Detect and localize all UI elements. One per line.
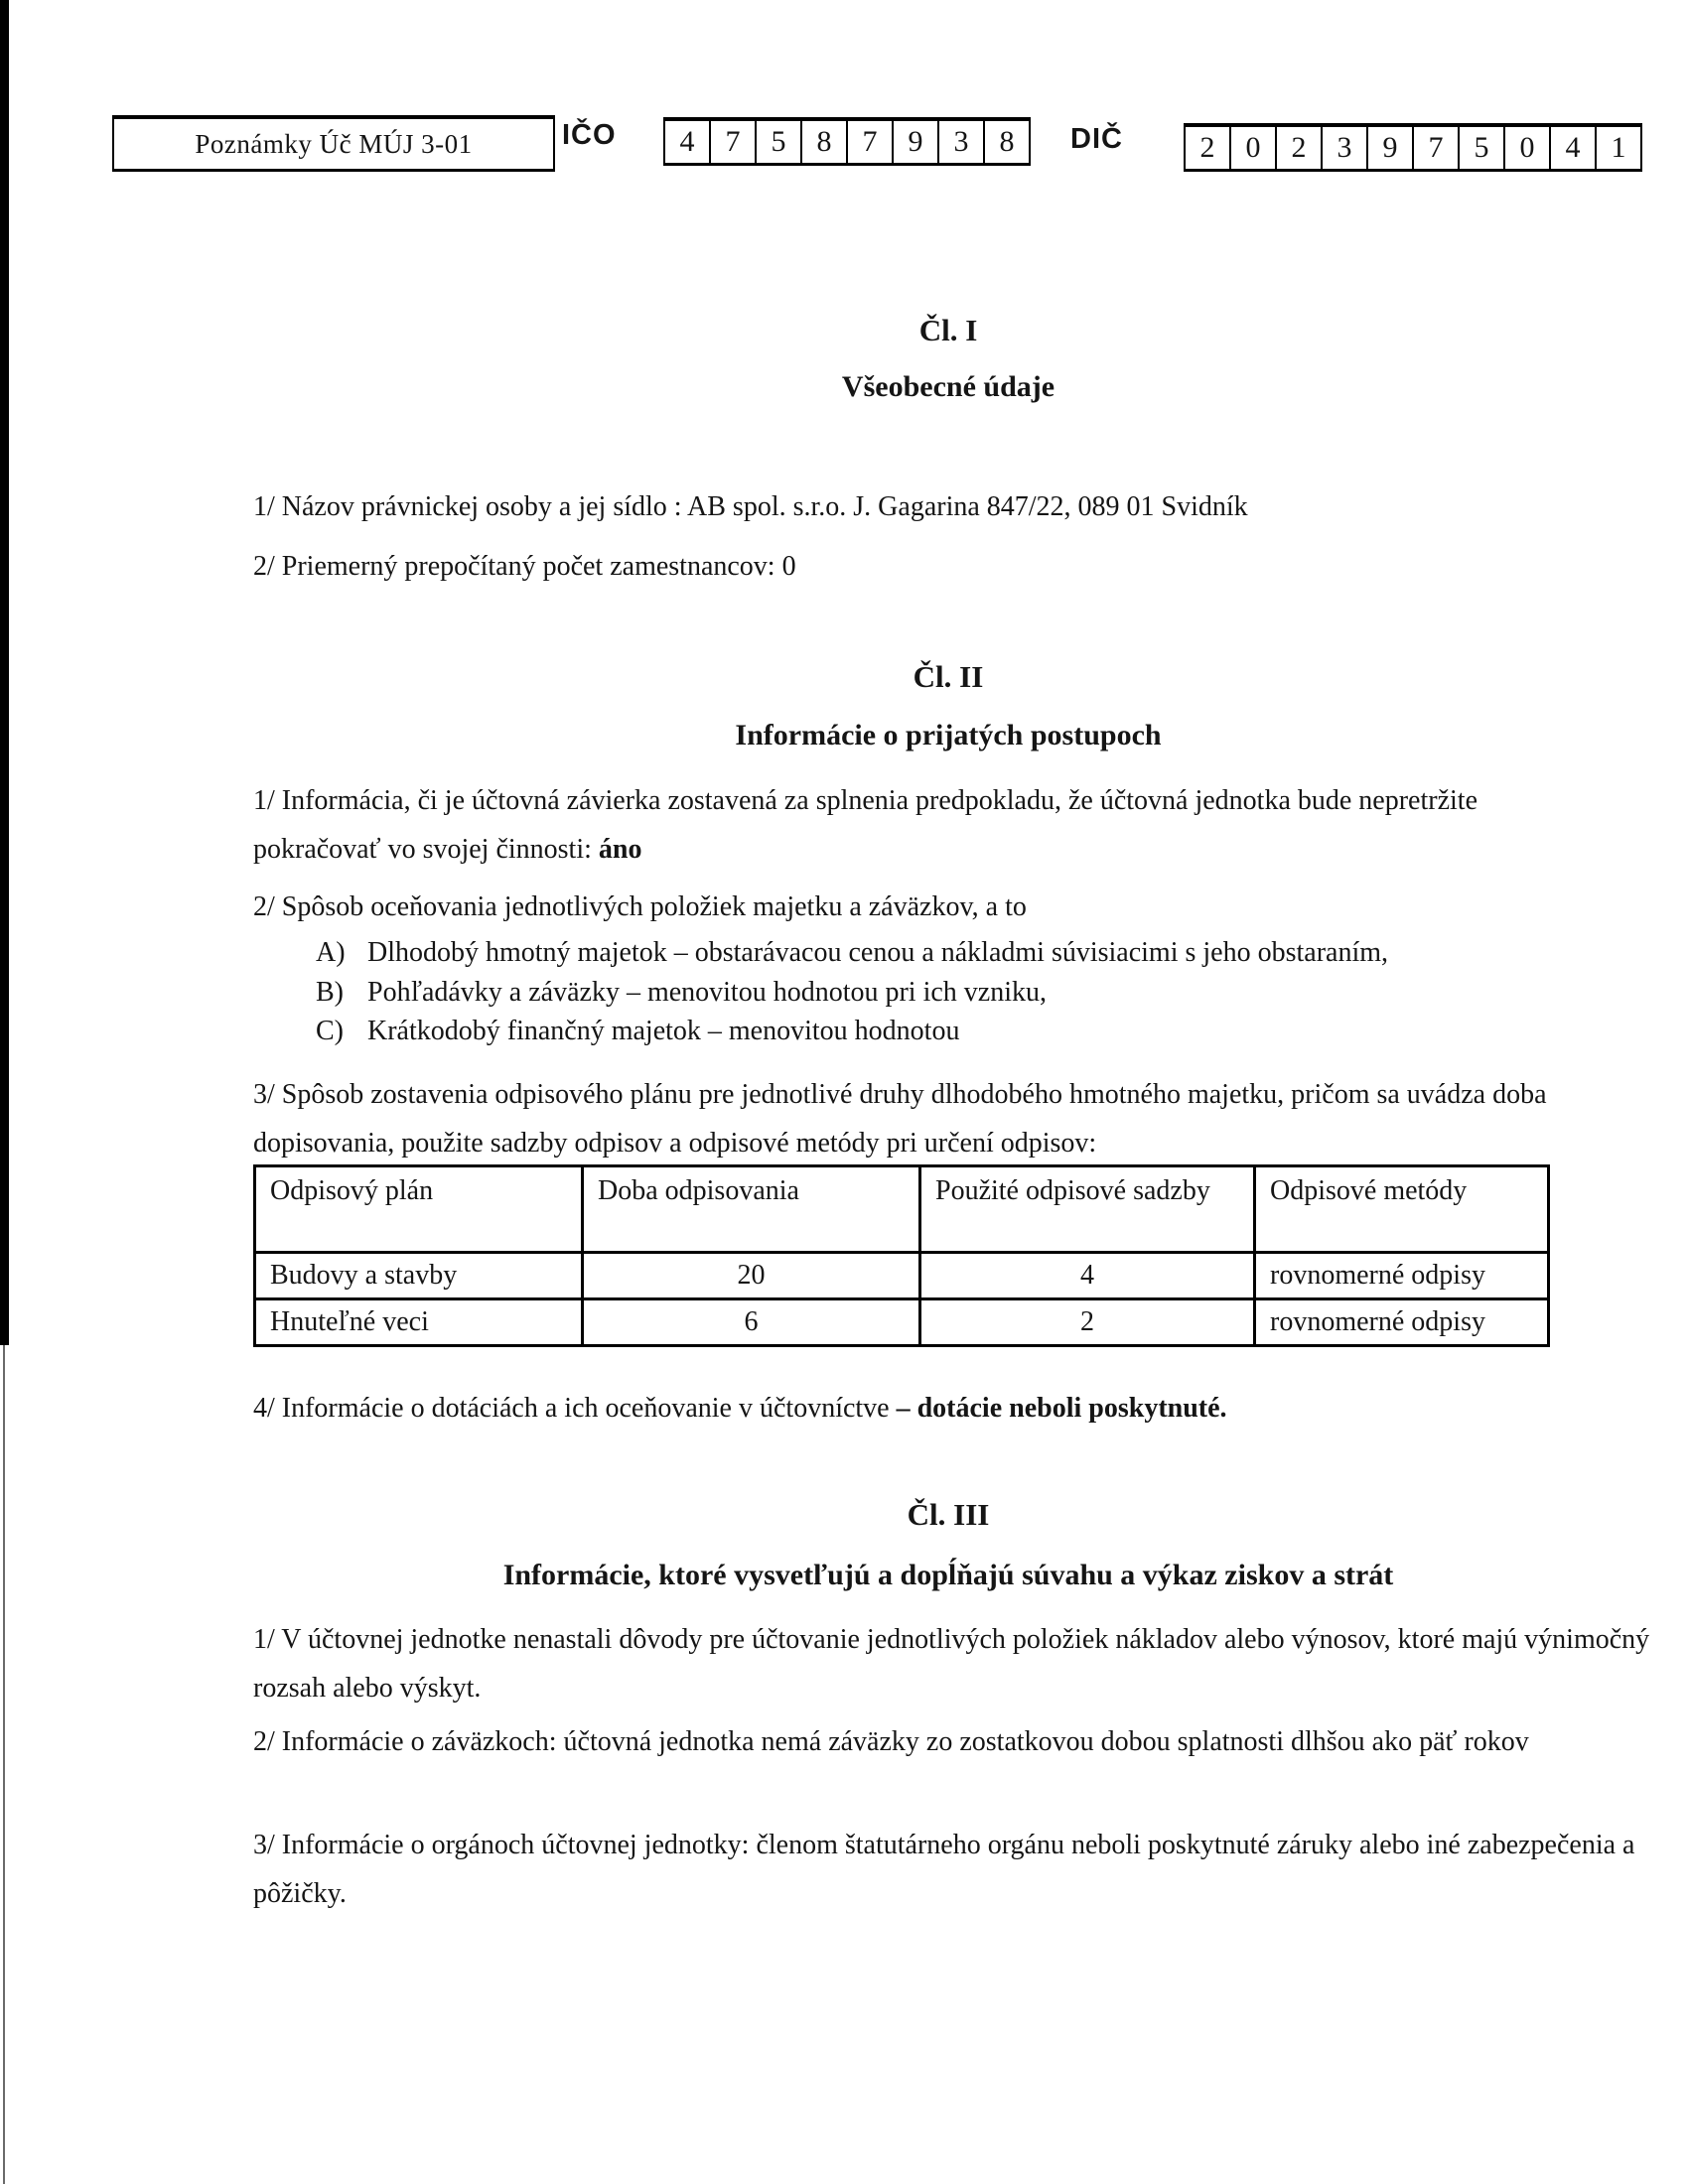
dic-digit-cell: 9 (1366, 127, 1412, 169)
article2-item-1 (253, 776, 1564, 874)
dic-digit-cell: 0 (1229, 127, 1275, 169)
table-header-cell: Odpisový plán (255, 1166, 583, 1253)
article3-heading: Čl. III (907, 1497, 990, 1532)
table-cell: 6 (583, 1299, 920, 1346)
article2-heading: Čl. II (913, 659, 984, 694)
article1-item-1: 1/ Názov právnickej osoby a jej sídlo : AB spol. s.r.o. J. Gagarina 847/22, 089 01 Svidník (253, 491, 1248, 522)
ico-label: IČO (562, 119, 617, 151)
form-title-box (112, 115, 555, 172)
dic-digit-cell: 3 (1321, 127, 1366, 169)
table-cell: 20 (583, 1253, 920, 1299)
article2-item-1-answer: áno (598, 834, 642, 865)
list-item-c-label: C) (316, 1016, 344, 1046)
dic-label: DIČ (1070, 123, 1123, 155)
dic-digit-cell: 2 (1275, 127, 1321, 169)
form-title: Poznámky Úč MÚJ 3-01 (195, 128, 473, 159)
dic-digit-cell: 1 (1595, 127, 1642, 169)
table-cell: 2 (920, 1299, 1255, 1346)
article1-item-2: 2/ Priemerný prepočítaný počet zamestnancov: 0 (253, 551, 796, 582)
table-header-row (255, 1166, 1549, 1253)
table-row (255, 1299, 1549, 1346)
list-item-b (316, 973, 1597, 1013)
dic-digit-cell: 2 (1184, 127, 1229, 169)
dic-digit-boxes (1184, 123, 1642, 172)
article2-item-4-text: 4/ Informácie o dotáciách a ich oceňovanie v účtovníctve (253, 1393, 897, 1424)
scan-edge-artifact-thin (3, 1345, 5, 2184)
dic-digit-cell: 7 (1412, 127, 1458, 169)
list-item-a-label: A) (316, 937, 346, 968)
ico-digit-cell: 4 (663, 121, 709, 163)
ico-digit-cell: 9 (892, 121, 937, 163)
table-cell: rovnomerné odpisy (1255, 1299, 1549, 1346)
depreciation-table (253, 1164, 1550, 1347)
dic-digit-cell: 0 (1503, 127, 1549, 169)
ico-digit-cell: 8 (800, 121, 846, 163)
table-header-cell: Použité odpisové sadzby (920, 1166, 1255, 1253)
table-cell: Hnuteľné veci (255, 1299, 583, 1346)
ico-digit-boxes (663, 117, 1031, 166)
ico-digit-cell: 7 (846, 121, 892, 163)
list-item-a-text: Dlhodobý hmotný majetok – obstarávacou cenou a nákladmi súvisiacimi s jeho obstaraním, (367, 937, 1389, 968)
list-item-c-text: Krátkodobý finančný majetok – menovitou hodnotou (367, 1016, 960, 1046)
list-item-c (316, 1012, 1597, 1051)
article2-item-2: 2/ Spôsob oceňovania jednotlivých položiek majetku a záväzkov, a to (253, 891, 1027, 922)
list-item-a (316, 933, 1597, 973)
article3-item-2: 2/ Informácie o záväzkoch: účtovná jednotka nemá záväzky zo zostatkovou dobou splatnosti dlhšou ako päť rokov (253, 1726, 1529, 1757)
table-row (255, 1253, 1549, 1299)
list-item-b-text: Pohľadávky a záväzky – menovitou hodnotou pri ich vzniku, (367, 977, 1048, 1008)
article2-item-1-text: 1/ Informácia, či je účtovná závierka zostavená za splnenia predpokladu, že účtovná jednotka bude nepretržite pokračovať vo svojej činnosti: (253, 785, 1477, 865)
article2-item-4 (253, 1384, 1663, 1433)
ico-digit-cell: 5 (755, 121, 800, 163)
dic-digit-cell: 5 (1458, 127, 1503, 169)
table-cell: 4 (920, 1253, 1255, 1299)
dic-digit-cell: 4 (1549, 127, 1595, 169)
table-cell: rovnomerné odpisy (1255, 1253, 1549, 1299)
article1-subheading: Všeobecné údaje (841, 370, 1055, 403)
list-item-b-label: B) (316, 977, 344, 1008)
ico-digit-cell: 7 (709, 121, 755, 163)
article3-item-1: 1/ V účtovnej jednotke nenastali dôvody pre účtovanie jednotlivých položiek nákladov alebo výnosov, ktoré majú výnimočný rozsah alebo výskyt. (253, 1624, 1650, 1704)
article2-item-3: 3/ Spôsob zostavenia odpisového plánu pre jednotlivé druhy dlhodobého hmotného majetku, pričom sa uvádza doba dopisovania, použite sadzby odpisov a odpisové metódy pri určení odpisov: (253, 1079, 1547, 1159)
article1-heading: Čl. I (918, 313, 978, 347)
article3-item-3: 3/ Informácie o orgánoch účtovnej jednotky: členom štatutárneho orgánu neboli poskytnuté záruky alebo iné zabezpečenia a pôžičky. (253, 1830, 1635, 1909)
scan-edge-artifact (0, 0, 9, 1345)
article3-subheading: Informácie, ktoré vysvetľujú a dopĺňajú súvahu a výkaz ziskov a strát (502, 1559, 1394, 1591)
table-cell: Budovy a stavby (255, 1253, 583, 1299)
article2-item-4-answer: – dotácie neboli poskytnuté. (896, 1393, 1227, 1424)
table-header-cell: Odpisové metódy (1255, 1166, 1549, 1253)
article2-subheading: Informácie o prijatých postupoch (735, 719, 1162, 751)
ico-digit-cell: 8 (983, 121, 1031, 163)
ico-digit-cell: 3 (937, 121, 983, 163)
table-header-cell: Doba odpisovania (583, 1166, 920, 1253)
